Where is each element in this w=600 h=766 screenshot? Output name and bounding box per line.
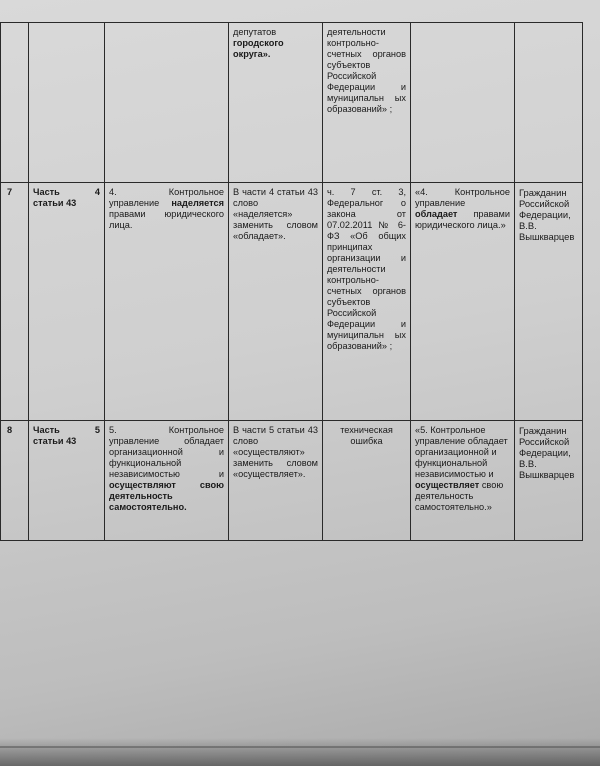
- proposal-text: В части 5 статьи 43 слово «осуществляют» заменить словом «осуществляет».: [229, 421, 323, 541]
- table-row: [1, 183, 583, 421]
- cell-new-text: [411, 23, 515, 183]
- cell-proposal: [229, 23, 323, 183]
- cell-basis: [323, 23, 411, 183]
- row-number: 8: [1, 421, 29, 541]
- proposal-text-part2: городского округа».: [233, 38, 284, 59]
- basis-text: техническая ошибка: [323, 421, 411, 541]
- table-row: [1, 421, 583, 541]
- new-text: [411, 183, 515, 421]
- old-text-highlight: осуществляют: [109, 480, 176, 490]
- author-text: Гражданин Российской Федерации, В.В. Вышкварцев: [515, 183, 583, 421]
- amendments-table: [0, 22, 583, 541]
- proposal-text-part1: депутатов: [233, 27, 277, 37]
- new-text-part1: «4. Контрольное управление: [415, 187, 510, 208]
- proposal-text: В части 4 статьи 43 слово «наделяется» заменить словом «обладает».: [229, 183, 323, 421]
- cell-number: [1, 23, 29, 183]
- cell-old-text: [105, 23, 229, 183]
- article-part: Часть 5 статьи 43: [29, 421, 105, 541]
- new-text: [411, 421, 515, 541]
- new-text-highlight: осуществляет: [415, 480, 480, 490]
- article-part: Часть 4 статьи 43: [29, 183, 105, 421]
- basis-text: ч. 7 ст. 3, Федеральног о закона от 07.02.2011 № 6-ФЗ «Об общих принципах организации и деятельности контрольно-счетных органов субъектов Российской Федерации и муниципальн ых образований» ;: [323, 183, 411, 421]
- row-number: 7: [1, 183, 29, 421]
- table-row: [1, 23, 583, 183]
- old-text: [105, 421, 229, 541]
- author-text: Гражданин Российской Федерации, В.В. Вышкварцев: [515, 421, 583, 541]
- old-text-part2: свою деятельность самостоятельно.: [109, 480, 224, 512]
- new-text-highlight: обладает: [415, 209, 458, 219]
- old-text: [105, 183, 229, 421]
- old-text-part1: 4. Контрольное управление: [109, 187, 224, 208]
- cell-author: [515, 23, 583, 183]
- old-text-highlight: наделяется: [171, 198, 224, 208]
- old-text-part2: правами юридического лица.: [109, 209, 224, 230]
- new-text-part2: свою деятельность самостоятельно.»: [415, 480, 504, 512]
- basis-text: деятельности контрольно-счетных органов субъектов Российской Федерации и муниципальн ых образований» ;: [327, 27, 406, 114]
- old-text-part1: 5. Контрольное управление обладает организационной и функциональной независимостью и: [109, 425, 224, 479]
- new-text-part1: «5. Контрольное управление обладает организационной и функциональной независимостью и: [415, 425, 508, 479]
- bottom-shadow: [0, 738, 600, 766]
- cell-article-part: [29, 23, 105, 183]
- new-text-part2: правами юридического лица.»: [415, 209, 510, 230]
